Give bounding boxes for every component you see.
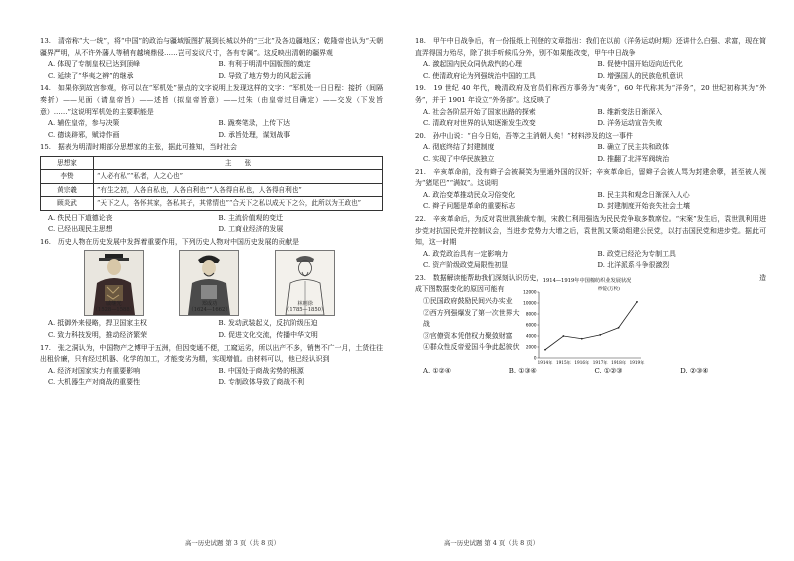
option-c[interactable]: C. 已经出现民主思想 <box>48 225 113 234</box>
thinkers-table <box>40 156 383 211</box>
option-b[interactable]: B. 民主共和观念日渐深入人心 <box>597 190 690 199</box>
option-c[interactable]: C. 资产阶级政党局限性初显 <box>423 261 509 270</box>
y-tick-label: 12000 <box>523 289 537 295</box>
option-a[interactable]: A. 政治变革推动民众习俗变化 <box>423 190 516 199</box>
x-tick-label: 1916年 <box>574 360 590 366</box>
question-13 <box>40 36 383 82</box>
question-stem: 16. 历史人物在历史发展中发挥着重要作用，下列历史人物对中国历史发展的贡献是 <box>40 237 300 246</box>
option-a[interactable]: A. 辅佐皇帝，参与决策 <box>48 119 120 128</box>
question-stem: 18. 甲午中日战争后，有一份报纸上刊登的文章指出：我们在以前（洋务运动时期）还讲什么白强、求富，现在简直弄得国力殆尽，除了拱手听候瓜分外，别不如果能改变，甲午中日战争 <box>415 37 766 57</box>
chart-ylabel: 纱锭(万枚) <box>598 287 620 293</box>
option-a[interactable]: A. 社会各阶层开始了国家出路的探索 <box>423 107 536 116</box>
question-stem: 14. 如果你到故宫参观，你可以在“军机处”景点的文字说明上发现这样的文字：“军机处一日日程：接折（间隔奏折）——见面（请皇帝旨）——述旨（拟皇帝旨意）——过朱（由皇帝过目确定）——交发（下发旨意）……”这说明军机处的主要职能是 <box>40 84 383 116</box>
chart-axes <box>539 292 641 358</box>
option-a[interactable]: A. 抵御外来侵略，捍卫国家主权 <box>48 319 147 328</box>
thinker-claim: “人必有私”“私者，人之心也” <box>94 170 383 183</box>
question-stem: 17. 张之洞认为，中国物产之博甲于五洲，但因变通不便，工窳运劣，所以出产不多，销售不广一月，土货往往出租价廉，只有经过机器、化学的加工，才能变劣为精，实现增值。由材料可以，他已经认识到 <box>40 343 383 364</box>
option-a[interactable]: A. 激起国内民众同仇敌忾的心理 <box>423 60 522 69</box>
option-c[interactable]: C. 辫子问题是革命的重要标志 <box>423 202 516 211</box>
question-stem-part: 成下图数据变化的原因可能有 <box>415 285 505 294</box>
data-point <box>599 334 601 336</box>
question-23-body <box>415 278 766 366</box>
reason-list <box>415 284 525 354</box>
data-point <box>618 327 620 329</box>
y-tick-label: 2000 <box>525 344 537 350</box>
option-a[interactable]: A. 政党政治具有一定影响力 <box>423 249 509 258</box>
option-d[interactable]: D. 促进文化交流，传播中华文明 <box>218 330 318 339</box>
option-d[interactable]: D. 封建制度开始丧失社会土壤 <box>597 202 690 211</box>
list-item: ④群众性反帝爱国斗争此起彼伏 <box>423 343 520 352</box>
portrait-qi-jiguang <box>82 250 146 316</box>
question-17 <box>40 343 383 389</box>
question-stem-part: 23. 数据解读能帮助我们深刻认识历史， <box>415 273 544 282</box>
x-tick-label: 1915年 <box>555 360 571 366</box>
page-footer: 高一历史试题 第 3 页（共 8 页） <box>185 539 280 547</box>
option-d[interactable]: D. 推翻了北洋军阀统治 <box>597 154 670 163</box>
y-tick-label: 0 <box>533 355 537 361</box>
data-point <box>544 349 546 351</box>
question-stem: 20. 孙中山说：“自今日始，吾等之主消朝人矣！”材料涉及的这一事件 <box>415 131 633 140</box>
series-line <box>545 302 637 350</box>
options <box>40 318 383 341</box>
option-c[interactable]: C. 德谈辟邪，赋诗作画 <box>48 130 120 139</box>
option-c[interactable]: C. ①②③ <box>594 367 623 376</box>
portrait-lin-zexu <box>273 250 337 316</box>
table-header-row <box>41 156 383 169</box>
thinker-name: 顾炎武 <box>41 197 94 210</box>
question-stem: 15. 据表为明清时期部分思想家的主张，据此可推知，当时社会 <box>40 143 238 152</box>
options <box>40 213 383 236</box>
option-b[interactable]: B. 跪奏笔录，上传下达 <box>218 119 290 128</box>
option-b[interactable]: B. ①③④ <box>508 367 537 376</box>
option-c[interactable]: C. 大机器生产对商战的重要性 <box>48 378 141 387</box>
option-b[interactable]: B. 中国处于商战劣势的根源 <box>218 366 304 375</box>
y-tick-label: 8000 <box>525 311 537 317</box>
option-b[interactable]: B. 发动武装起义，反抗阶级压迫 <box>218 319 318 328</box>
question-stem-part: 造 <box>759 273 766 282</box>
question-16 <box>40 237 383 342</box>
thinker-claim: “天下之人，各怀其家，各私其子，其常情也”“合天下之私以成天下之公，此所以为王政也” <box>94 197 383 210</box>
question-stem: 22. 辛亥革命后，为反对袁世凯独裁专制，宋教仁利用强选为民民党争取多数席位。“宋案”发生后，袁世凯利用进步党对抗国民党并控制议会，当进步党势力大增之后，袁世凯又策动组建公民党，以打击国民党和进步党。据此可知，这一时期 <box>415 214 766 247</box>
x-tick-label: 1918年 <box>611 360 627 366</box>
line-chart <box>517 274 647 370</box>
option-a[interactable]: A. ①②④ <box>423 367 451 376</box>
option-d[interactable]: D. 工商业经济的发展 <box>218 225 284 234</box>
portrait-image <box>179 250 239 316</box>
chart-series <box>544 301 638 351</box>
y-tick-label: 6000 <box>525 322 537 328</box>
question-stem: 21. 辛亥革命前，没有辫子会被凝笑为里通外国的汉奸；辛亥革命后，留辫子会被人骂为封建余孽，甚至被人视为“猪尾巴”“满奴”。这说明 <box>415 167 766 188</box>
list-item: ①民国政府鼓励民间兴办实业 <box>423 297 513 306</box>
option-d[interactable]: D. 增强国人的民族危机意识 <box>597 71 683 80</box>
portrait-zheng-chenggong <box>177 250 241 316</box>
portrait-name: 郑成功 <box>201 300 218 307</box>
table-row <box>41 183 383 196</box>
options <box>415 190 766 213</box>
portrait-years: （1528—1588） <box>92 307 135 314</box>
option-c[interactable]: C. 延续了“华夷之辨”的继承 <box>48 71 134 80</box>
options <box>40 118 383 141</box>
question-14 <box>40 83 383 141</box>
x-tick-label: 1917年 <box>592 360 608 366</box>
question-22 <box>415 214 766 272</box>
thinker-name: 黄宗羲 <box>41 183 94 196</box>
list-item: ②西方列强爆发了第一次世界大战 <box>423 308 520 329</box>
option-d[interactable]: D. 洋务运动宣告失败 <box>597 119 663 128</box>
portrait-row <box>40 248 383 318</box>
portrait-image <box>84 250 144 316</box>
portrait-image <box>275 250 335 316</box>
option-c[interactable]: C. 致力科技发明，推动经济繁荣 <box>48 330 147 339</box>
option-b[interactable]: B. 确立了民主共和政体 <box>597 143 669 152</box>
portrait-name: 林则徐 <box>297 300 313 307</box>
option-c[interactable]: C. 使清政府论为列强统治中国的工具 <box>423 71 536 80</box>
question-18 <box>415 36 766 82</box>
option-b[interactable]: B. 促使中国开始迈向近代化 <box>597 60 683 69</box>
options <box>415 142 766 165</box>
option-d[interactable]: D. 导致了地方势力的风起云涌 <box>218 71 311 80</box>
question-stem: 13. 清帝称“大一统”，将“中国”的政治与疆域版图扩展到长城以外的“三北”及各边疆地区；乾隆帝也认为“天朝疆界严明，从不许外藩人等稍有越境鼎侵……岂可妄议尺寸，各有专属”。这反映出清朝的疆界观 <box>40 37 383 57</box>
thinker-claim: “有生之初，人各自私也，人各自利也”“人各得自私也，人各得自利也” <box>94 183 383 196</box>
option-d[interactable]: D. ②③④ <box>680 367 709 376</box>
question-15 <box>40 142 383 235</box>
page-footer: 高一历史试题 第 4 页（共 8 页） <box>444 539 539 547</box>
options <box>415 107 766 130</box>
table-header-claim: 主 张 <box>94 156 383 169</box>
question-19 <box>415 83 766 129</box>
option-b[interactable]: B. 政党已经沦为专制工具 <box>597 249 676 258</box>
option-c[interactable]: C. 实现了中华民族独立 <box>423 154 495 163</box>
table-row <box>41 197 383 210</box>
data-point <box>636 301 638 303</box>
option-b[interactable]: B. 维新变法日渐深入 <box>597 107 663 116</box>
options <box>40 59 383 82</box>
option-a[interactable]: A. 彻底终结了封建制度 <box>423 143 495 152</box>
question-20 <box>415 131 766 166</box>
option-a[interactable]: A. 经济对国家实力有重要影响 <box>48 366 141 375</box>
x-tick-label: 1914年 <box>537 360 553 366</box>
question-21 <box>415 167 766 213</box>
options <box>415 249 766 272</box>
table-row <box>41 170 383 183</box>
cotton-spindle-chart <box>517 274 647 370</box>
chart-ticks <box>523 290 644 367</box>
portrait-years: （1624—1662） <box>188 307 231 314</box>
right-page <box>397 0 794 561</box>
table-header-thinker: 思想家 <box>41 156 94 169</box>
portrait-name: 戚继光 <box>106 300 122 307</box>
list-item: ③官僚资本凭借权力聚敛财富 <box>423 331 513 340</box>
thinker-name: 李贽 <box>41 170 94 183</box>
option-b[interactable]: B. 有利于明清中国版图的奠定 <box>218 60 311 69</box>
option-b[interactable]: B. 主流价值观的变迁 <box>218 213 284 222</box>
y-tick-label: 4000 <box>525 333 537 339</box>
option-a[interactable]: A. 体现了专制皇权已达到顶峰 <box>48 60 141 69</box>
option-c[interactable]: C. 清政府对世界的认知逐渐发生改变 <box>423 119 536 128</box>
option-d[interactable]: D. 北洋派系斗争很激烈 <box>597 261 670 270</box>
chart-title: 1914—1919年中国棉纺织业发展状况 <box>542 278 632 285</box>
data-point <box>563 336 565 338</box>
y-tick-label: 10000 <box>523 300 537 306</box>
option-d[interactable]: D. 专制政体导致了商战不利 <box>218 378 304 387</box>
portrait-years: （1785—1850） <box>284 307 327 314</box>
option-a[interactable]: A. 佚民日下道德论丧 <box>48 213 113 222</box>
options <box>40 366 383 389</box>
option-d[interactable]: D. 承旨处理，谋划战事 <box>218 130 291 139</box>
options <box>415 59 766 82</box>
question-23 <box>415 273 766 378</box>
x-tick-label: 1919年 <box>629 360 645 366</box>
question-stem: 19. 19 世纪 40 年代，晚清政府及官员们称西方事务为“夷务”，60 年代称其为“洋务”，20 世纪初称其为“外务”，并于 1901 年设立“外务部”。这反映了 <box>415 84 766 104</box>
data-point <box>581 338 583 340</box>
